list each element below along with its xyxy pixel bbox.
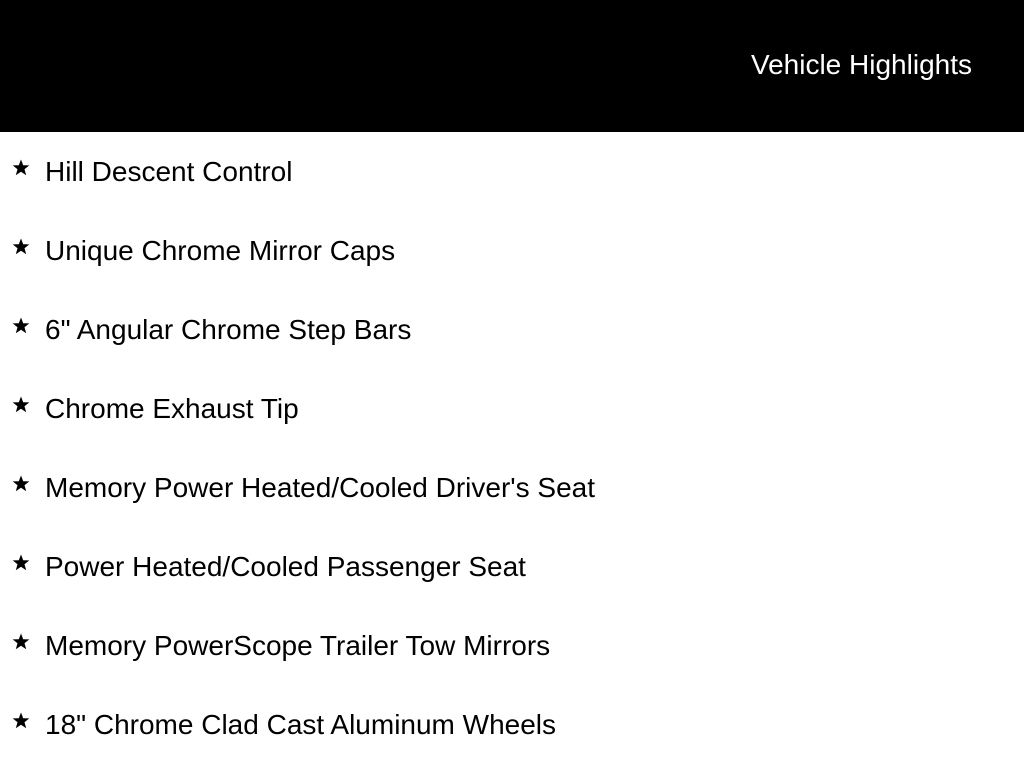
list-item bbox=[0, 448, 1024, 527]
star-icon bbox=[11, 237, 31, 257]
star-icon bbox=[11, 158, 31, 178]
highlight-label: Hill Descent Control bbox=[45, 156, 293, 187]
star-icon bbox=[11, 553, 31, 573]
star-icon bbox=[11, 316, 31, 336]
list-item bbox=[0, 685, 1024, 764]
highlight-label: Unique Chrome Mirror Caps bbox=[45, 235, 396, 266]
highlight-label: 6" Angular Chrome Step Bars bbox=[45, 314, 412, 345]
list-item bbox=[0, 290, 1024, 369]
highlight-label: 18" Chrome Clad Cast Aluminum Wheels bbox=[45, 709, 557, 740]
star-icon bbox=[11, 474, 31, 494]
list-item bbox=[0, 211, 1024, 290]
header-bar bbox=[0, 0, 1024, 132]
highlight-label: Memory PowerScope Trailer Tow Mirrors bbox=[45, 630, 551, 661]
highlight-label: Chrome Exhaust Tip bbox=[45, 393, 299, 424]
list-item bbox=[0, 132, 1024, 211]
highlights-list bbox=[0, 132, 1024, 768]
highlight-label: Power Heated/Cooled Passenger Seat bbox=[45, 551, 526, 582]
list-item bbox=[0, 369, 1024, 448]
page-title: Vehicle Highlights bbox=[750, 49, 972, 80]
star-icon bbox=[11, 395, 31, 415]
star-icon bbox=[11, 632, 31, 652]
highlight-label: Memory Power Heated/Cooled Driver's Seat bbox=[45, 472, 596, 503]
list-item bbox=[0, 606, 1024, 685]
list-item bbox=[0, 527, 1024, 606]
star-icon bbox=[11, 711, 31, 731]
